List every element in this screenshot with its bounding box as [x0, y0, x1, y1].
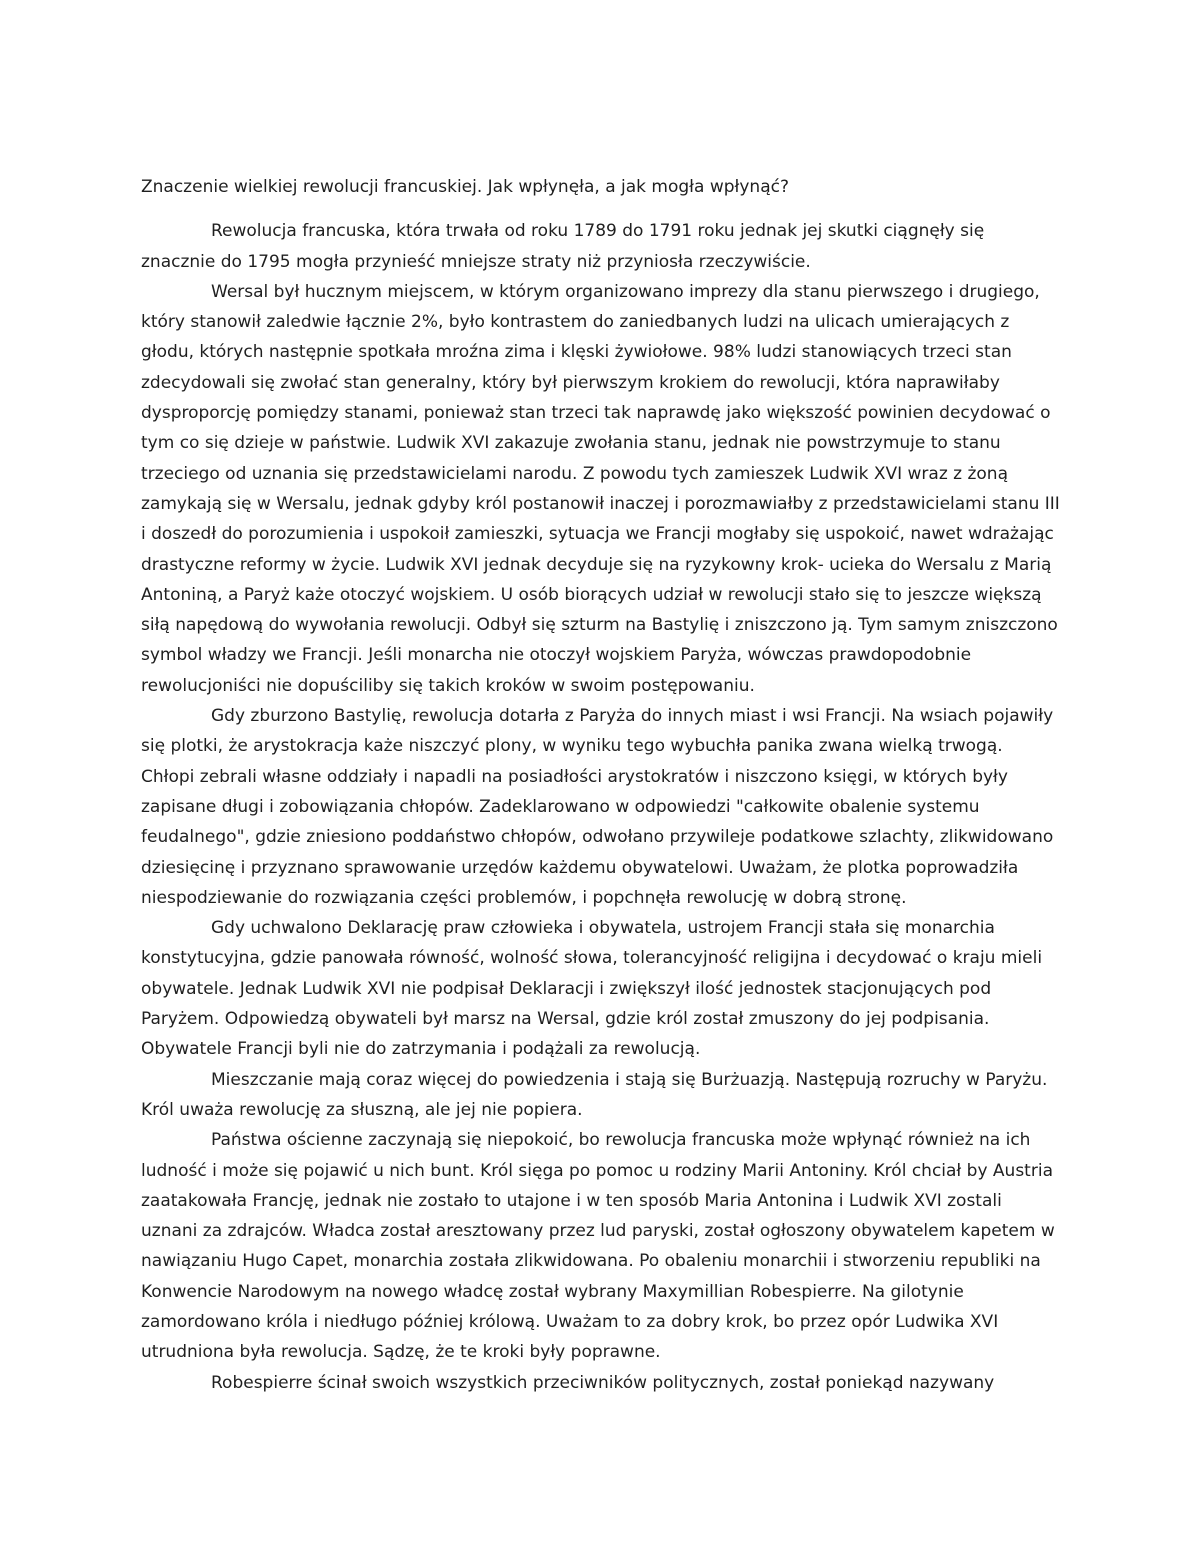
- paragraph: Państwa ościenne zaczynają się niepokoić, bo rewolucja francuska może wpłynąć również na ich ludność i może się pojawić u nich bunt. Król sięga po pomoc u rodziny Marii Antoniny. Król chciał by Austria zaatakowała Francję, jednak nie zostało to utajone i w ten sposób Maria Antonina i Ludwik XVI zostali uznani za zdrajców. Władca został aresztowany przez lud paryski, został ogłoszony obywatelem kapetem w nawiązaniu Hugo Capet, monarchia została zlikwidowana. Po obaleniu monarchii i stworzeniu republiki na Konwencie Narodowym na nowego władcę został wybrany Maxymillian Robespierre. Na gilotynie zamordowano króla i niedługo później królową. Uważam to za dobry krok, bo przez opór Ludwika XVI utrudniona była rewolucja. Sądzę, że te kroki były poprawne.: [141, 1130, 1055, 1363]
- paragraph: Robespierre ścinał swoich wszystkich przeciwników politycznych, został poniekąd nazywany: [211, 1372, 995, 1393]
- paragraph: Rewolucja francuska, która trwała od roku 1789 do 1791 roku jednak jej skutki ciągnęły się znacznie do 1795 mogła przynieść mniejsze straty niż przyniosła rzeczywiście.: [141, 221, 985, 272]
- document-title: Znaczenie wielkiej rewolucji francuskiej. Jak wpłynęła, a jak mogła wpłynąć?: [141, 177, 789, 197]
- paragraph: Gdy uchwalono Deklarację praw człowieka i obywatela, ustrojem Francji stała się monarchia konstytucyjna, gdzie panowała równość, wolność słowa, tolerancyjność religijna i decydować o kraju mieli obywatele. Jednak Ludwik XVI nie podpisał Deklaracji i zwiększył ilość jednostek stacjonujących pod Paryżem. Odpowiedzą obywateli był marsz na Wersal, gdzie król został zmuszony do jej podpisania. Obywatele Francji byli nie do zatrzymania i podążali za rewolucją.: [141, 918, 1043, 1060]
- paragraph: Wersal był hucznym miejscem, w którym organizowano imprezy dla stanu pierwszego i drugiego, który stanowił zaledwie łącznie 2%, było kontrastem do zaniedbanych ludzi na ulicach umierających z głodu, których następnie spotkała mroźna zima i klęski żywiołowe. 98% ludzi stanowiących trzeci stan zdecydowali się zwołać stan generalny, który był pierwszym krokiem do rewolucji, która naprawiłaby dysproporcję pomiędzy stanami, ponieważ stan trzeci tak naprawdę jako większość powinien decydować o tym co się dzieje w państwie. Ludwik XVI zakazuje zwołania stanu, jednak nie powstrzymuje to stanu trzeciego od uznania się przedstawicielami narodu. Z powodu tych zamieszek Ludwik XVI wraz z żoną zamykają się w Wersalu, jednak gdyby król postanowił inaczej i porozmawiałby z przedstawicielami stanu III i doszedł do porozumienia i uspokoił zamieszki, sytuacja we Francji mogłaby się uspokoić, nawet wdrażając drastyczne reformy w życie. Ludwik XVI jednak decyduje się na ryzykowny krok- ucieka do Wersalu z Marią Antoniną, a Paryż każe otoczyć wojskiem. U osób biorących udział w rewolucji stało się to jeszcze większą siłą napędową do wywołania rewolucji. Odbył się szturm na Bastylię i zniszczono ją. Tym samym zniszczono symbol władzy we Francji. Jeśli monarcha nie otoczył wojskiem Paryża, wówczas prawdopodobnie rewolucjoniści nie dopuściliby się takich kroków w swoim postępowaniu.: [141, 281, 1060, 696]
- document-body: [141, 172, 1061, 1398]
- paragraph: Mieszczanie mają coraz więcej do powiedzenia i stają się Burżuazją. Następują rozruchy w Paryżu. Król uważa rewolucję za słuszną, ale jej nie popiera.: [141, 1069, 1048, 1120]
- paragraph: Gdy zburzono Bastylię, rewolucja dotarła z Paryża do innych miast i wsi Francji. Na wsiach pojawiły się plotki, że arystokracja każe niszczyć plony, w wyniku tego wybuchła panika zwana wielką trwogą. Chłopi zebrali własne oddziały i napadli na posiadłości arystokratów i niszczono księgi, w których były zapisane długi i zobowiązania chłopów. Zadeklarowano w odpowiedzi "całkowite obalenie systemu feudalnego", gdzie zniesiono poddaństwo chłopów, odwołano przywileje podatkowe szlachty, zlikwidowano dziesięcinę i przyznano sprawowanie urzędów każdemu obywatelowi. Uważam, że plotka poprowadziła niespodziewanie do rozwiązania części problemów, i popchnęła rewolucję w dobrą stronę.: [141, 706, 1054, 908]
